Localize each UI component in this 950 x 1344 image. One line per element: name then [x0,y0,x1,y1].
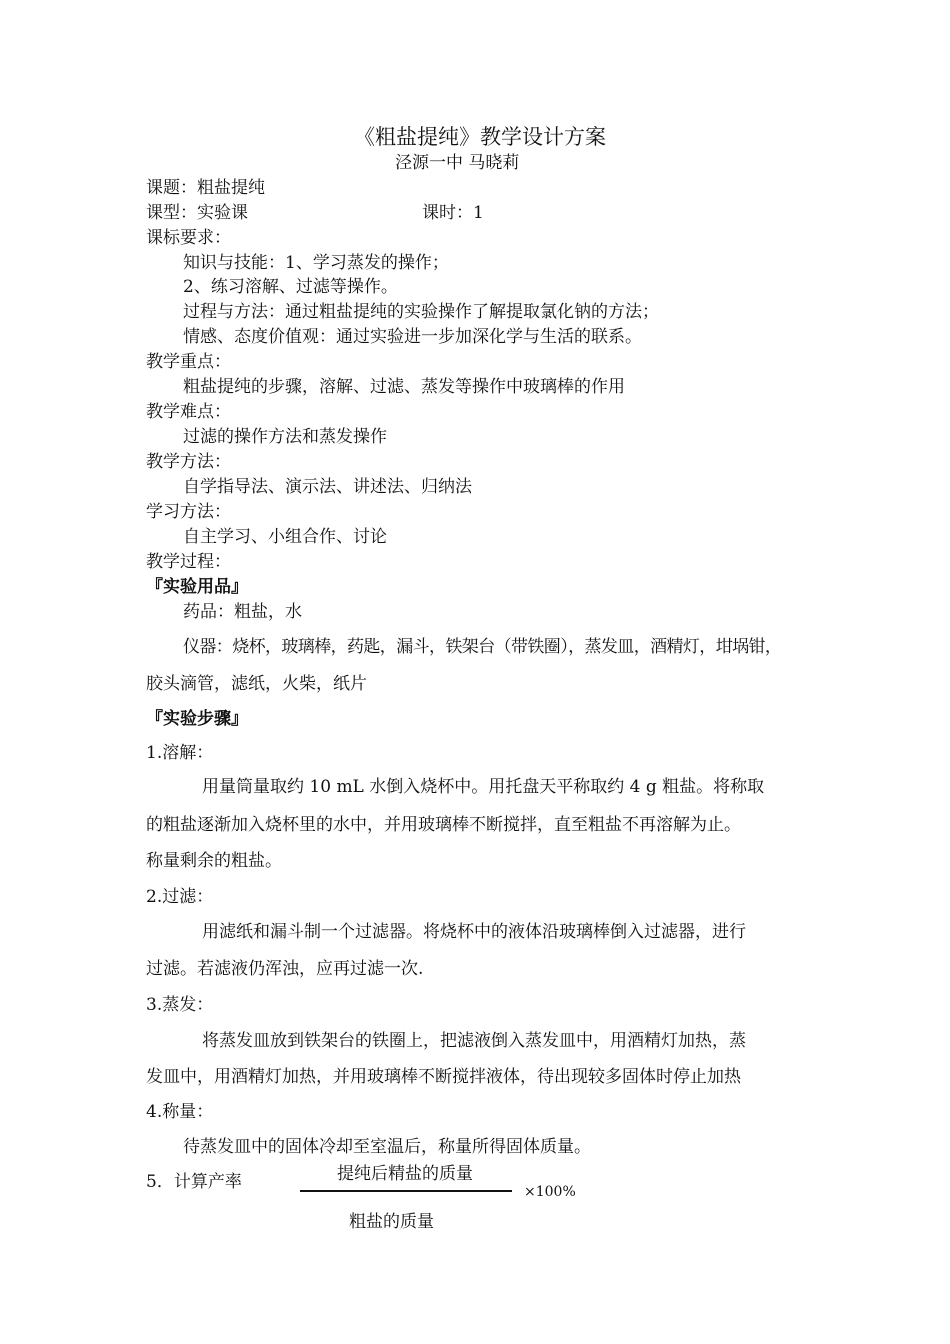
teaching-method-text: 自学指导法、演示法、讲述法、归纳法 [183,477,472,497]
difficult-point-text: 过滤的操作方法和蒸发操作 [183,427,387,447]
key-point-text: 粗盐提纯的步骤，溶解、过滤、蒸发等操作中玻璃棒的作用 [183,377,625,397]
standards-heading: 课标要求： [146,228,231,248]
teaching-method-heading: 教学方法： [146,452,231,472]
step2-line-2: 过滤。若滤液仍浑浊，应再过滤一次. [146,959,424,979]
step1-line-2: 的粗盐逐渐加入烧杯里的水中，并用玻璃棒不断搅拌，直至粗盐不再溶解为止。 [146,815,741,835]
instruments-line-1: 仪器：烧杯，玻璃棒，药匙，漏斗，铁架台（带铁圈），蒸发皿，酒精灯，坩埚钳， [183,637,782,657]
fraction-numerator: 提纯后精盐的质量 [337,1164,473,1184]
document-title: 《粗盐提纯》教学设计方案 [354,125,606,149]
skills-line-1: 知识与技能：1、学习蒸发的操作； [183,253,449,273]
learning-method-heading: 学习方法： [146,502,231,522]
instruments-line-2: 胶头滴管，滤纸，火柴，纸片 [146,674,367,694]
step1-line-3: 称量剩余的粗盐。 [146,851,282,871]
learning-method-text: 自主学习、小组合作、讨论 [183,527,387,547]
lesson-hours: 课时：1 [422,203,484,223]
steps-heading: 『实验步骤』 [146,709,248,729]
topic-line: 课题：粗盐提纯 [146,178,265,198]
fraction-multiplier: ×100% [524,1184,576,1200]
fraction-denominator: 粗盐的质量 [349,1212,434,1232]
reagents-line: 药品：粗盐，水 [183,602,302,622]
emotion-line: 情感、态度价值观：通过实验进一步加深化学与生活的联系。 [183,327,642,347]
step4-line-1: 待蒸发皿中的固体冷却至室温后，称量所得固体质量。 [183,1137,591,1157]
skills-line-2: 2、练习溶解、过滤等操作。 [183,277,398,297]
process-method-line: 过程与方法：通过粗盐提纯的实验操作了解提取氯化钠的方法； [183,302,659,322]
step2-line-1: 用滤纸和漏斗制一个过滤器。将烧杯中的液体沿玻璃棒倒入过滤器，进行 [202,922,746,942]
step2-heading: 2.过滤： [146,887,214,907]
difficult-point-heading: 教学难点： [146,402,231,422]
author-line: 泾源一中 马晓莉 [395,153,520,173]
step3-line-2: 发皿中，用酒精灯加热，并用玻璃棒不断搅拌液体，待出现较多固体时停止加热 [146,1067,741,1087]
step1-line-1: 用量筒量取约 10 mL 水倒入烧杯中。用托盘天平称取约 4 g 粗盐。将称取 [202,777,765,797]
step1-heading: 1.溶解： [146,743,214,763]
lesson-type: 课型：实验课 [146,203,248,223]
process-heading: 教学过程： [146,552,231,572]
step3-heading: 3.蒸发： [146,995,214,1015]
supplies-heading: 『实验用品』 [146,577,248,597]
step3-line-1: 将蒸发皿放到铁架台的铁圈上，把滤液倒入蒸发皿中，用酒精灯加热，蒸 [202,1031,746,1051]
fraction-bar [300,1190,512,1192]
step4-heading: 4.称量： [146,1102,214,1122]
step5-heading: 5．计算产率 [146,1172,242,1192]
key-point-heading: 教学重点： [146,352,231,372]
